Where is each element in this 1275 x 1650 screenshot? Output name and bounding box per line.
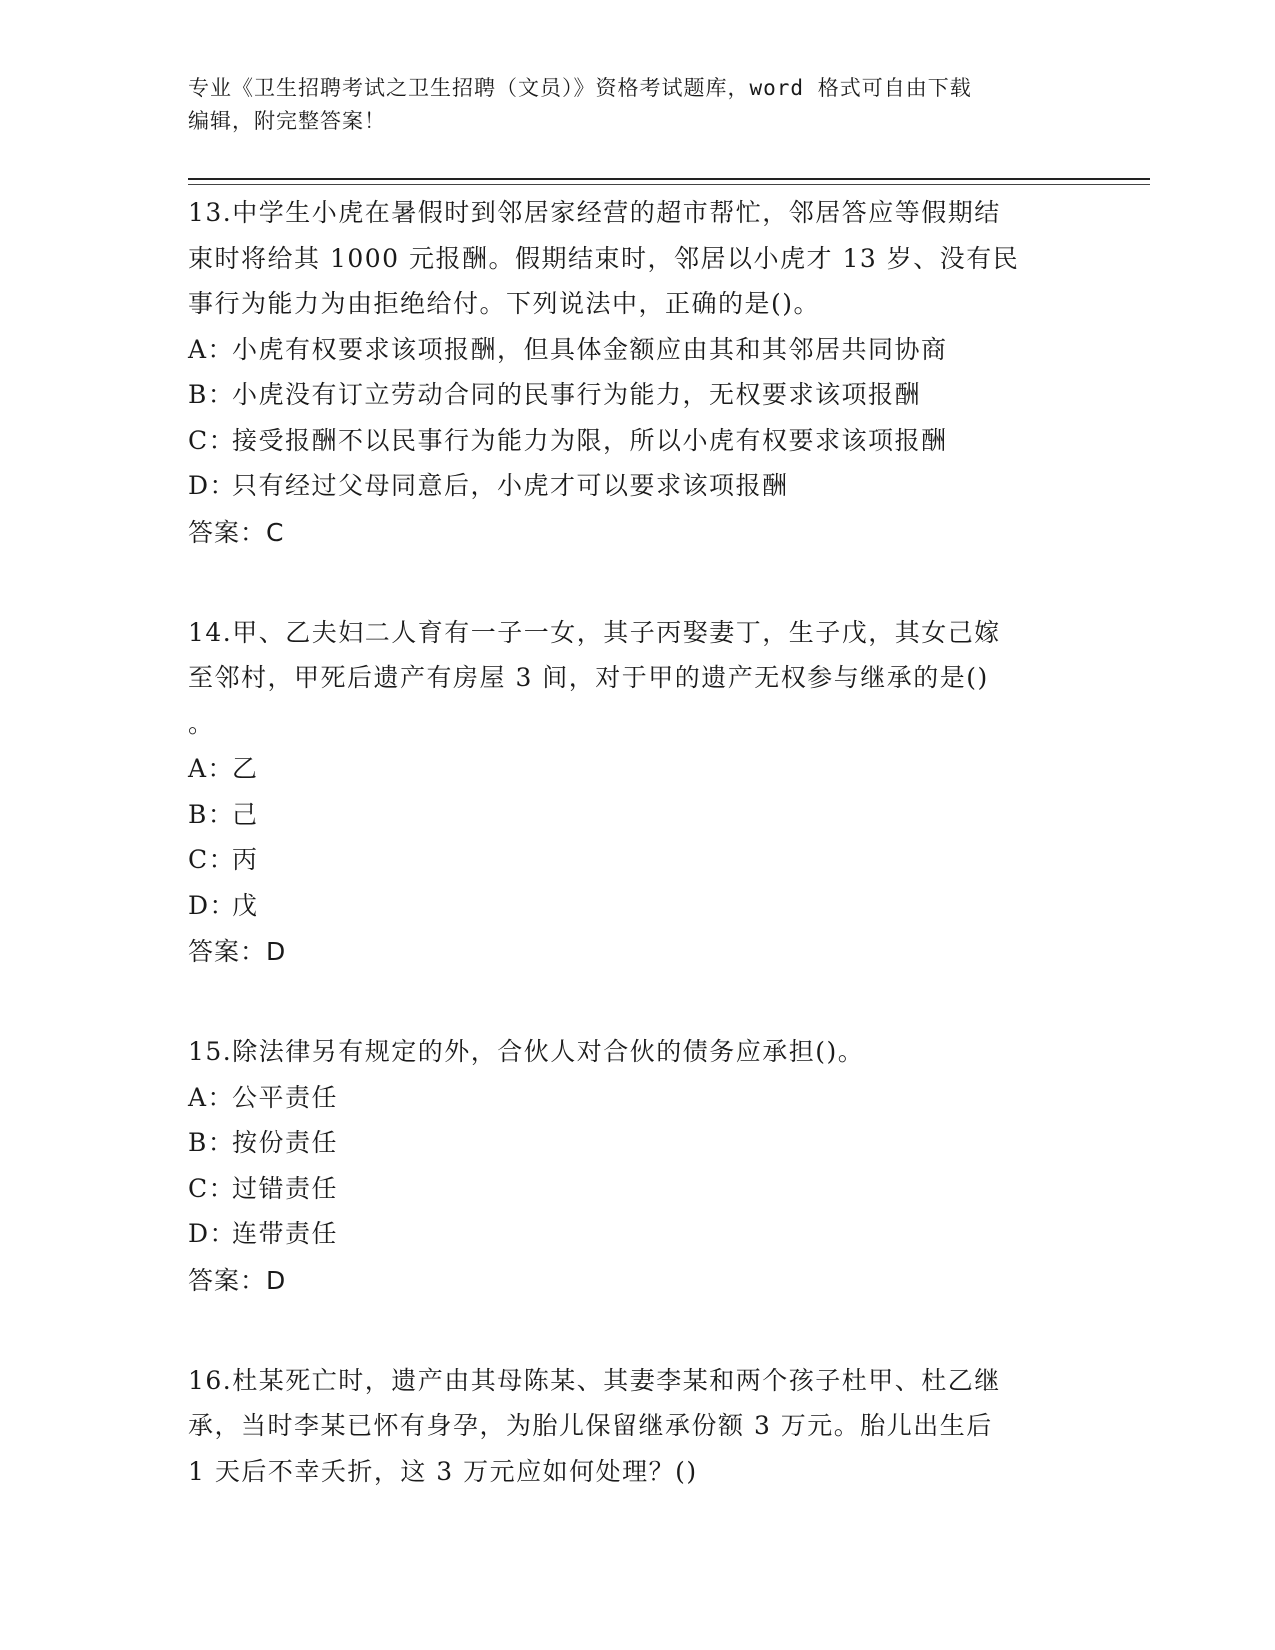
question-13 xyxy=(188,190,1078,556)
option-text: 过错责任 xyxy=(232,1173,339,1203)
option-a xyxy=(188,746,1078,792)
question-15 xyxy=(188,1029,1078,1304)
option-text: 接受报酬不以民事行为能力为限，所以小虎有权要求该项报酬 xyxy=(232,425,948,455)
option-key: A： xyxy=(188,334,235,364)
option-b xyxy=(188,1120,1078,1166)
stem-line: 。 xyxy=(188,708,215,738)
option-text: 乙 xyxy=(232,754,259,783)
option-key: B： xyxy=(188,799,235,829)
question-stem xyxy=(188,190,1078,327)
option-key: D： xyxy=(188,890,237,920)
option-d xyxy=(188,883,1078,929)
stem-line: 15.除法律另有规定的外，合伙人对合伙的债务应承担()。 xyxy=(188,1037,865,1066)
header-title-line-2: 编辑，附完整答案！ xyxy=(188,109,386,133)
stem-line: 14.甲、乙夫妇二人育有一子一女，其子丙娶妻丁，生子戊，其女己嫁 xyxy=(188,617,1001,647)
question-stem xyxy=(188,610,1078,747)
option-a xyxy=(188,1075,1078,1121)
header-title-line-1: 专业《卫生招聘考试之卫生招聘（文员）》资格考试题库，word 格式可自由下载 xyxy=(188,76,972,100)
option-d xyxy=(188,463,1078,509)
option-text: 按份责任 xyxy=(232,1128,339,1157)
option-c xyxy=(188,837,1078,883)
option-text: 连带责任 xyxy=(232,1219,339,1248)
option-key: A： xyxy=(188,1082,235,1112)
option-c xyxy=(188,418,1078,464)
answer-label: 答案：D xyxy=(188,1265,287,1295)
option-text: 公平责任 xyxy=(232,1082,339,1112)
option-key: C： xyxy=(188,1173,236,1203)
answer-label: 答案：C xyxy=(188,517,285,547)
question-stem xyxy=(188,1029,1078,1075)
question-stem xyxy=(188,1358,1078,1495)
option-d xyxy=(188,1211,1078,1257)
option-key: D： xyxy=(188,1219,237,1248)
option-key: C： xyxy=(188,845,236,874)
stem-line: 1 天后不幸夭折，这 3 万元应如何处理？() xyxy=(188,1456,698,1486)
header-divider-thick xyxy=(188,178,1150,180)
question-list xyxy=(188,190,1078,1548)
option-key: C： xyxy=(188,425,236,455)
option-text: 丙 xyxy=(232,845,259,874)
page-header xyxy=(188,72,1088,138)
question-16 xyxy=(188,1358,1078,1495)
option-c xyxy=(188,1166,1078,1212)
stem-line: 承，当时李某已怀有身孕，为胎儿保留继承份额 3 万元。胎儿出生后 xyxy=(188,1411,993,1440)
option-key: D： xyxy=(188,471,237,500)
option-b xyxy=(188,372,1078,418)
option-text: 小虎有权要求该项报酬，但具体金额应由其和其邻居共同协商 xyxy=(232,334,948,364)
header-divider-thin xyxy=(188,184,1150,185)
option-text: 戊 xyxy=(232,890,259,920)
option-b xyxy=(188,792,1078,838)
option-a xyxy=(188,327,1078,373)
stem-line: 事行为能力为由拒绝给付。下列说法中，正确的是()。 xyxy=(188,289,821,318)
stem-line: 至邻村，甲死后遗产有房屋 3 间，对于甲的遗产无权参与继承的是() xyxy=(188,663,989,692)
answer-label: 答案：D xyxy=(188,937,287,966)
stem-line: 束时将给其 1000 元报酬。假期结束时，邻居以小虎才 13 岁、没有民 xyxy=(188,243,1020,273)
option-key: B： xyxy=(188,1128,235,1157)
option-key: B： xyxy=(188,380,235,409)
option-text: 只有经过父母同意后，小虎才可以要求该项报酬 xyxy=(232,471,789,500)
stem-line: 16.杜某死亡时，遗产由其母陈某、其妻李某和两个孩子杜甲、杜乙继 xyxy=(188,1365,1001,1395)
option-text: 小虎没有订立劳动合同的民事行为能力，无权要求该项报酬 xyxy=(232,380,922,409)
option-key: A： xyxy=(188,754,235,783)
option-text: 己 xyxy=(232,799,259,829)
question-14 xyxy=(188,610,1078,976)
stem-line: 13.中学生小虎在暑假时到邻居家经营的超市帮忙，邻居答应等假期结 xyxy=(188,198,1001,227)
